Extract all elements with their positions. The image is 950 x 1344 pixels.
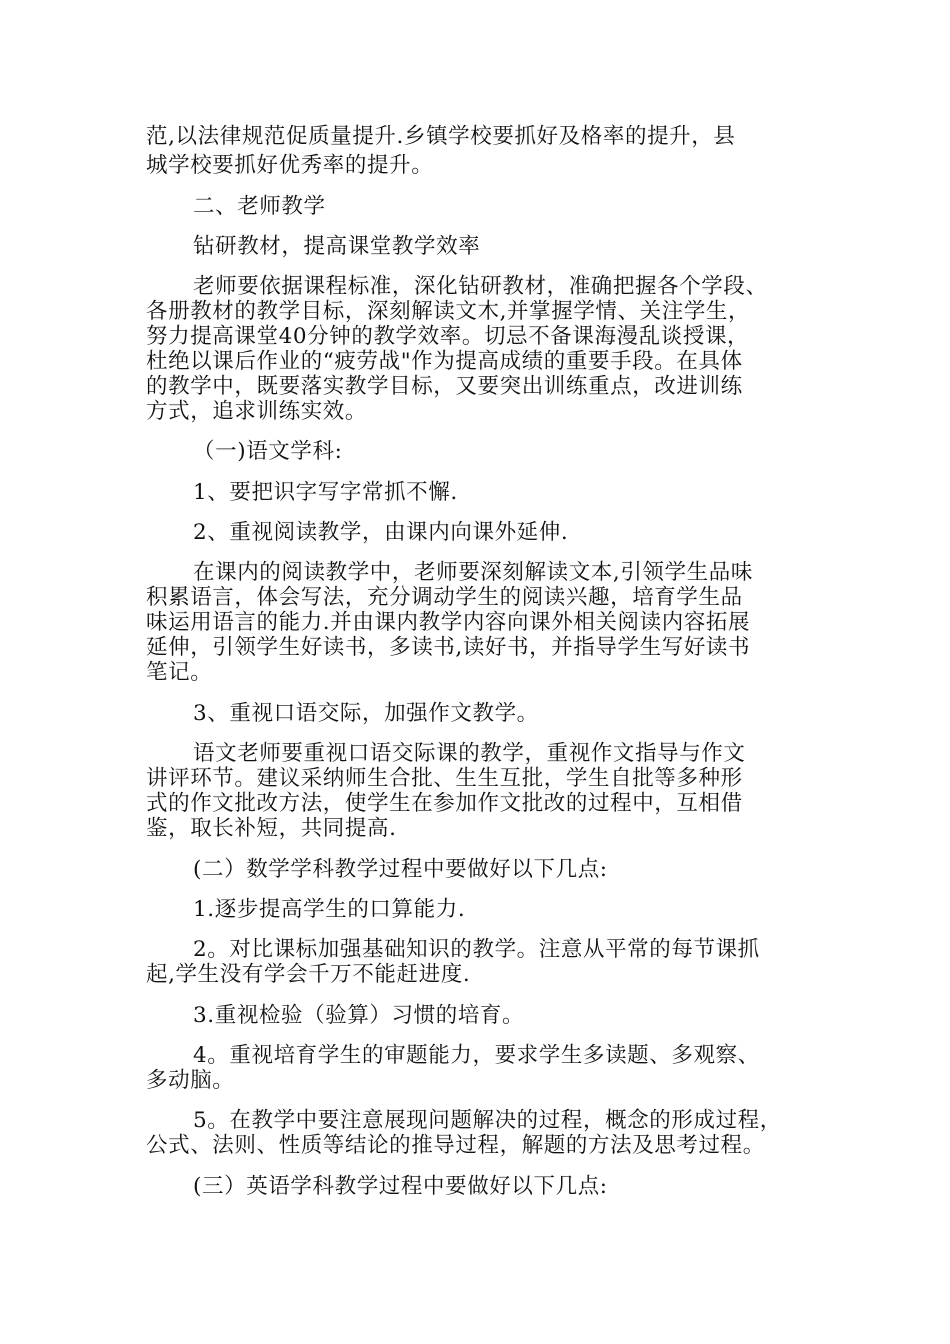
list-item: 1.逐步提高学生的口算能力. [193, 897, 466, 922]
list-item: 1、要把识字写字常抓不懈. [193, 480, 458, 505]
text-line: 公式、法则、性质等结论的推导过程，解题的方法及思考过程。 [146, 1133, 765, 1158]
list-item: 2、重视阅读教学，由课内向课外延伸. [193, 520, 569, 545]
text-line: 多动脑。 [146, 1068, 235, 1093]
list-item: 5。在教学中要注意展现问题解决的过程，概念的形成过程， [193, 1108, 782, 1133]
list-item: 3、重视口语交际，加强作文教学。 [193, 701, 539, 726]
text-line: 味运用语言的能力.并由课内教学内容向课外相关阅读内容拓展 [146, 610, 751, 635]
subject-heading-chinese: （一)语文学科: [193, 439, 343, 464]
list-item: 3.重视检验（验算）习惯的培育。 [193, 1003, 525, 1028]
text-line: 老师要依据课程标准，深化钻研教材，准确把握各个学段、 [193, 274, 768, 299]
text-line: 方式，追求训练实效。 [146, 399, 368, 424]
text-line: 鉴，取长补短，共同提高. [146, 816, 397, 841]
list-item: 4。重视培育学生的审题能力，要求学生多读题、多观察、 [193, 1043, 760, 1068]
text-line: 的教学中，既要落实教学目标，又要突出训练重点，改进训练 [146, 374, 743, 399]
text-line: 努力提高课堂40分钟的教学效率。切忌不备课海漫乱谈授课， [146, 324, 750, 349]
subsection-heading: 钻研教材，提高课堂教学效率 [193, 234, 481, 259]
text-line: 城学校要抓好优秀率的提升。 [146, 153, 434, 178]
text-line: 式的作文批改方法，使学生在参加作文批改的过程中，互相借 [146, 791, 743, 816]
subject-heading-english: (三）英语学科教学过程中要做好以下几点: [193, 1174, 608, 1199]
subject-heading-math: (二）数学学科教学过程中要做好以下几点: [193, 857, 608, 882]
section-heading: 二、老师教学 [193, 194, 326, 219]
text-line: 杜绝以课后作业的“疲劳战"作为提高成绩的重要手段。在具体 [146, 349, 743, 374]
text-line: 各册教材的教学目标，深刻解读文木,并掌握学情、关注学生， [146, 299, 751, 324]
text-line: 范,以法律规范促质量提升.乡镇学校要抓好及格率的提升，县 [146, 124, 736, 149]
list-item: 2。对比课标加强基础知识的教学。注意从平常的每节课抓 [193, 937, 760, 962]
text-line: 语文老师要重视口语交际课的教学，重视作文指导与作文 [193, 741, 746, 766]
text-line: 起,学生没有学会千万不能赶进度. [146, 962, 471, 987]
text-line: 讲评环节。建议采纳师生合批、生生互批，学生自批等多种形 [146, 766, 743, 791]
text-line: 笔记。 [146, 660, 213, 685]
text-line: 延伸，引领学生好读书，多读书,读好书，并指导学生写好读书 [146, 635, 751, 660]
text-line: 在课内的阅读教学中，老师要深刻解读文本,引领学生品味 [193, 560, 753, 585]
text-line: 积累语言，体会写法，充分调动学生的阅读兴趣，培育学生品 [146, 585, 743, 610]
